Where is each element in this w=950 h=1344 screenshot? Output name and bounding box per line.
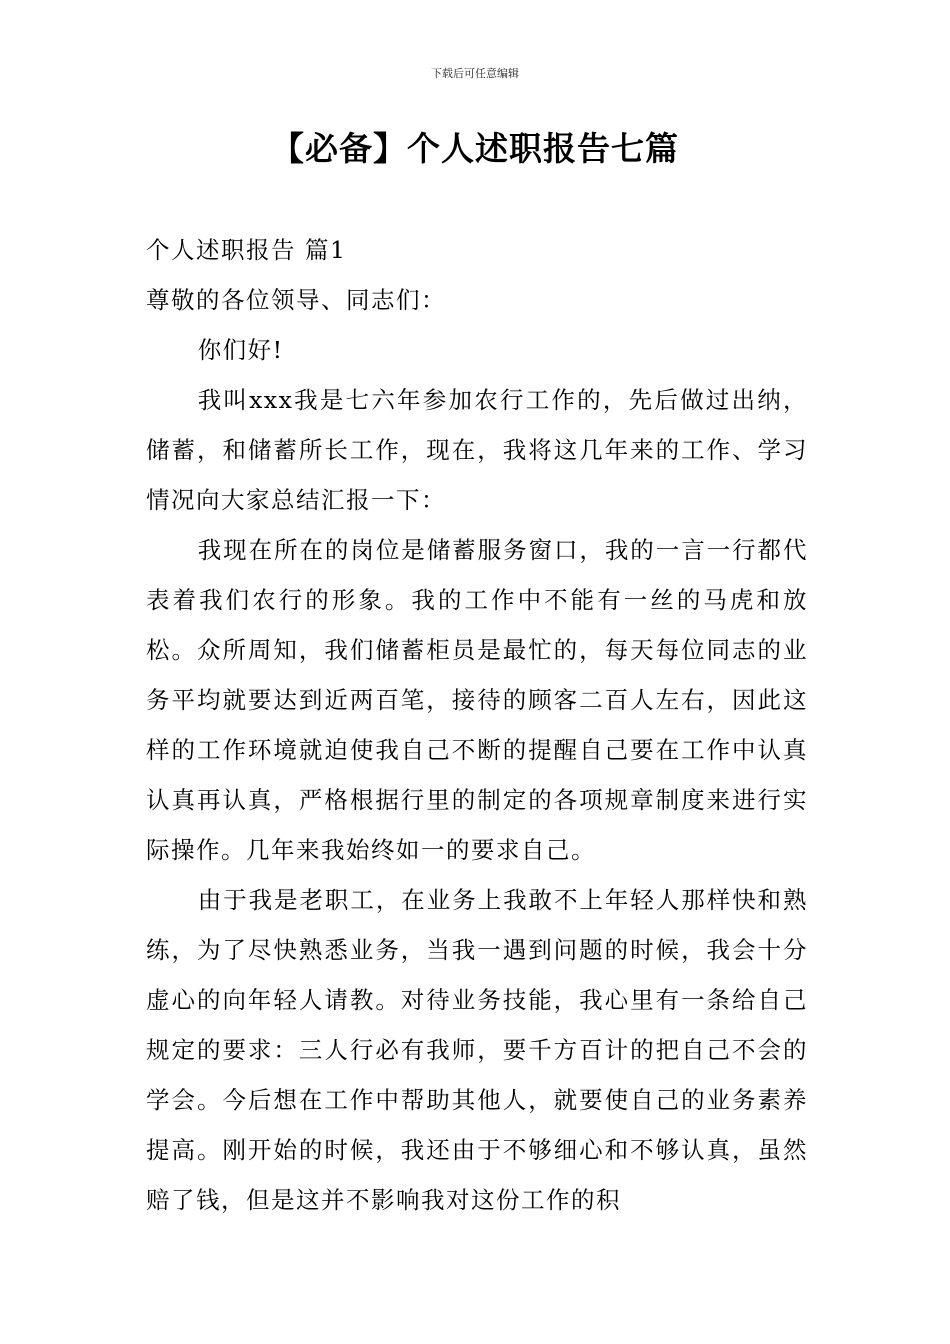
section-heading: 个人述职报告 篇1 <box>146 236 347 264</box>
salutation: 尊敬的各位领导、同志们： <box>146 286 446 314</box>
header-note: 下载后可任意编辑 <box>431 67 519 80</box>
body-paragraph: 我叫xxx我是七六年参加农行工作的，先后做过出纳，储蓄，和储蓄所长工作，现在，我将这几年来的工作、学习情况向大家总结汇报一下： <box>146 386 808 514</box>
body-paragraph: 我现在所在的岗位是储蓄服务窗口，我的一言一行都代表着我们农行的形象。我的工作中不能有一丝的马虎和放松。众所周知，我们储蓄柜员是最忙的，每天每位同志的业务平均就要达到近两百笔，接待的顾客二百人左右，因此这样的工作环境就迫使我自己不断的提醒自己要在工作中认真认真再认真，严格根据行里的制定的各项规章制度来进行实际操作。几年来我始终如一的要求自己。 <box>146 536 808 864</box>
document-body <box>146 225 808 1225</box>
greeting: 你们好! <box>197 336 284 364</box>
body-paragraph: 由于我是老职工，在业务上我敢不上年轻人那样快和熟练，为了尽快熟悉业务，当我一遇到问题的时候，我会十分虚心的向年轻人请教。对待业务技能，我心里有一条给自己规定的要求：三人行必有我师，要千方百计的把自己不会的学会。今后想在工作中帮助其他人，就要使自己的业务素养提高。刚开始的时候，我还由于不够细心和不够认真，虽然赔了钱，但是这并不影响我对这份工作的积 <box>146 886 808 1214</box>
document-title: 【必备】个人述职报告七篇 <box>271 129 679 168</box>
